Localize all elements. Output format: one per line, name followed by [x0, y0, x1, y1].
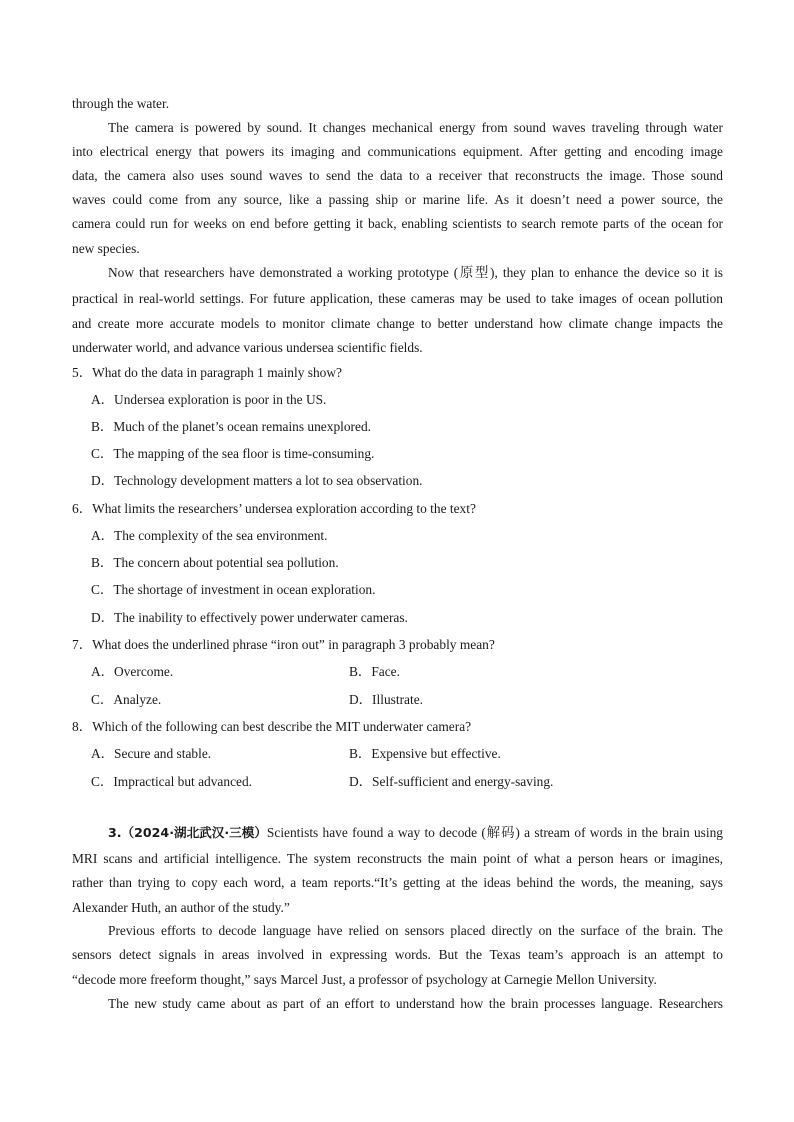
question-option: A．Secure and stable. [91, 746, 212, 761]
passage-line: Alexander Huth, an author of the study.” [72, 900, 290, 915]
question-option: C．The shortage of investment in ocean exploration. [91, 582, 376, 597]
passage-line: The camera is powered by sound. It changes mechanical energy from sound waves traveling through water [108, 120, 723, 135]
question-option: D．Illustrate. [349, 692, 424, 707]
question-option: B．Expensive but effective. [349, 746, 501, 761]
question-option: B．Face. [349, 664, 400, 679]
question-option: C．The mapping of the sea floor is time-consuming. [91, 446, 375, 461]
question-option: D．The inability to effectively power underwater cameras. [91, 610, 408, 625]
passage-line: “decode more freeform thought,” says Marcel Just, a professor of psychology at Carnegie Mellon University. [72, 972, 657, 987]
passage-line: Scientists have found a way to decode (解码) a stream of words in the brain using [266, 825, 723, 840]
passage-line: MRI scans and artificial intelligence. The system reconstructs the main point of what a person hears or imagines, [72, 851, 723, 866]
passage-line: The new study came about as part of an effort to understand how the brain processes language. Researchers [108, 996, 723, 1011]
question-stem: 6．What limits the researchers’ undersea exploration according to the text? [72, 501, 476, 516]
question-stem: 7．What does the underlined phrase “iron out” in paragraph 3 probably mean? [72, 637, 495, 652]
question-option: A．Overcome. [91, 664, 174, 679]
passage-line: camera could run for weeks on end before getting it back, enabling scientists to search remote parts of the ocean for [72, 216, 723, 231]
passage-line: Now that researchers have demonstrated a working prototype (原型), they plan to enhance the device so it is [108, 265, 723, 280]
passage-line: into electrical energy that powers its imaging and communications equipment. After getting and encoding image [72, 144, 723, 159]
passage-line: new species. [72, 241, 140, 256]
passage-line: practical in real-world settings. For future application, these cameras may be used to take images of ocean pollution [72, 291, 723, 306]
source-tag: 3.（2024·湖北武汉·三模） [108, 825, 267, 840]
passage-line: data, the camera also uses sound waves to send the data to a receiver that reconstructs the image. Those sound [72, 168, 723, 183]
passage-line: waves could come from any source, like a passing ship or marine life. As it doesn’t need a power source, the [72, 192, 723, 207]
question-option: B．Much of the planet’s ocean remains unexplored. [91, 419, 372, 434]
passage-line: sensors detect signals in areas involved in expressing words. But the Texas team’s approach is an attempt to [72, 947, 723, 962]
question-option: B．The concern about potential sea pollution. [91, 555, 339, 570]
question-option: D．Self-sufficient and energy-saving. [349, 774, 554, 789]
question-stem: 5．What do the data in paragraph 1 mainly show? [72, 365, 342, 380]
passage-line: rather than trying to copy each word, a team reports.“It’s getting at the ideas behind the words, the meaning, says [72, 875, 723, 890]
question-option: A．Undersea exploration is poor in the US. [91, 392, 327, 407]
question-option: D．Technology development matters a lot to sea observation. [91, 473, 423, 488]
question-stem: 8．Which of the following can best describe the MIT underwater camera? [72, 719, 472, 734]
question-option: A．The complexity of the sea environment. [91, 528, 328, 543]
passage-line: and create more accurate models to monitor climate change to better understand how climate change impacts the [72, 316, 723, 331]
passage-line: Previous efforts to decode language have relied on sensors placed directly on the surface of the brain. The [108, 923, 723, 938]
passage-line: underwater world, and advance various undersea scientific fields. [72, 340, 423, 355]
passage-line: through the water. [72, 96, 170, 111]
question-option: C．Impractical but advanced. [91, 774, 252, 789]
passage-first-line [108, 824, 723, 842]
question-option: C．Analyze. [91, 692, 162, 707]
